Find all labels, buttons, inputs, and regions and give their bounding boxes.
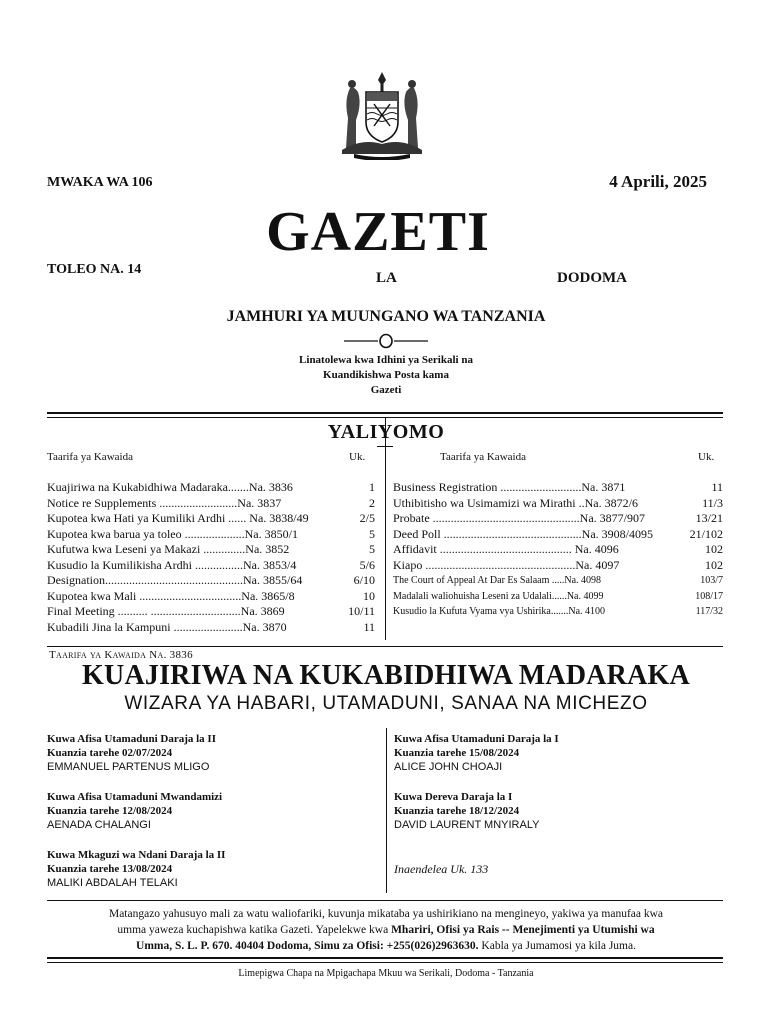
contents-page-header-right: Uk.	[698, 451, 715, 463]
section-rule	[47, 646, 723, 647]
publication-notice	[60, 906, 712, 954]
contents-list-left	[47, 480, 375, 635]
contents-entry-label: Kiapo ..................................................Na. 4097	[393, 557, 620, 572]
notice-line: Matangazo yahusuyo mali za watu waliofariki, kuvunja mikataba ya ushirikiano na mengineyo, yakiwa ya manufaa kwa	[108, 908, 664, 920]
contents-entry-page: 117/32	[695, 606, 723, 617]
registration-line: Linatolewa kwa Idhini ya Serikali na	[299, 354, 473, 366]
contents-entry	[47, 620, 375, 636]
notice-heading: KUAJIRIWA NA KUKABIDHIWA MADARAKA	[82, 660, 690, 691]
registration-statement	[0, 353, 770, 398]
registration-line: Gazeti	[370, 384, 402, 396]
contents-entry-page: 10/11	[348, 604, 375, 618]
appointment-entry	[47, 732, 216, 774]
year-volume-label: MWAKA WA 106	[47, 175, 153, 190]
appointee-name: MALIKI ABDALAH TELAKI	[47, 877, 178, 889]
contents-entry	[47, 527, 375, 543]
contents-entry-label: Business Registration ...........................Na. 3871	[393, 480, 626, 494]
contents-entry	[47, 573, 375, 589]
contents-entry	[393, 573, 723, 589]
contents-entry-label: Deed Poll ..............................................Na. 3908/4095	[393, 526, 653, 541]
contents-entry-label: Probate .................................................Na. 3877/907	[393, 511, 645, 525]
contents-entry	[393, 542, 723, 558]
notice-line	[60, 938, 712, 954]
contents-entry-label: Kupotea kwa Mali ..................................Na. 3865/8	[47, 588, 295, 603]
la-word: LA	[376, 270, 397, 286]
contents-entry-page: 102	[705, 557, 723, 572]
contents-heading: YALIYOMO	[327, 421, 445, 443]
contents-entry-label: The Court of Appeal At Dar Es Salaam .....Na. 4098	[393, 575, 602, 586]
issue-date: 4 Aprili, 2025	[609, 172, 707, 191]
republic-name: JAMHURI YA MUUNGANO WA TANZANIA	[226, 308, 546, 325]
contents-entry-label: Kufutwa kwa Leseni ya Makazi ..............Na. 3852	[47, 542, 290, 556]
contents-entry-page: 11	[363, 619, 375, 634]
appointment-post: Kuwa Afisa Utamaduni Daraja la II	[47, 733, 216, 745]
contents-entry-page: 11/3	[702, 495, 723, 510]
double-rule-top	[47, 412, 723, 414]
appointment-date: Kuanzia tarehe 18/12/2024	[394, 805, 520, 817]
notice-text: umma yaweza kuchapishwa katika Gazeti. Yapelekwe kwa	[117, 924, 392, 936]
appointment-entry	[47, 790, 222, 832]
contents-entry	[47, 542, 375, 558]
appointee-name: EMMANUEL PARTENUS MLIGO	[47, 761, 210, 773]
contents-entry-label: Designation..............................................Na. 3855/64	[47, 573, 303, 587]
registration-line: Kuandikishwa Posta kama	[323, 369, 449, 381]
issue-number-label: TOLEO NA. 14	[47, 262, 142, 277]
contents-entry-label: Madalali waliohuisha Leseni za Udalali......Na. 4099	[393, 590, 604, 602]
divider-tick	[377, 446, 393, 447]
contents-entry	[393, 527, 723, 543]
footer-rule-bottom	[47, 962, 723, 963]
contents-entry-label: Kusudio la Kufuta Vyama vya Ushirika.......Na. 4100	[393, 606, 606, 617]
contents-entry	[393, 558, 723, 574]
contents-entry	[47, 604, 375, 620]
contents-entry-page: 6/10	[353, 573, 375, 587]
contents-entry-page: 2/5	[359, 511, 375, 525]
notice-rule	[47, 900, 723, 901]
contents-entry-page: 108/17	[695, 590, 723, 602]
contents-entry	[47, 496, 375, 512]
notice-tag: Taarifa ya Kawaida Na. 3836	[49, 649, 193, 661]
contents-entry-page: 21/102	[689, 526, 723, 541]
contents-entry-label: Kupotea kwa barua ya toleo ....................Na. 3850/1	[47, 526, 298, 541]
appointment-date: Kuanzia tarehe 02/07/2024	[47, 747, 173, 759]
appointment-date: Kuanzia tarehe 15/08/2024	[394, 747, 520, 759]
notice-line	[60, 922, 712, 938]
contents-entry-page: 10	[363, 588, 375, 603]
gazette-title: GAZETI	[266, 201, 490, 263]
contents-entry-label: Final Meeting .......... ..............................Na. 3869	[47, 604, 285, 618]
contents-entry-page: 11	[711, 480, 723, 494]
contents-entry-label: Affidavit ............................................ Na. 4096	[393, 542, 619, 556]
contents-entry	[393, 480, 723, 496]
contents-entry-label: Kubadili Jina la Kampuni .......................Na. 3870	[47, 619, 287, 634]
contents-entry-label: Uthibitisho wa Usimamizi wa Mirathi ..Na. 3872/6	[393, 495, 638, 510]
contents-entry	[393, 496, 723, 512]
appointee-name: DAVID LAURENT MNYIRALY	[394, 819, 540, 831]
appointment-entry	[47, 848, 225, 890]
contents-entry-page: 1	[369, 480, 375, 494]
contents-entry	[47, 558, 375, 574]
city-label: DODOMA	[557, 270, 627, 286]
contents-entry-page: 5	[369, 526, 375, 541]
contents-entry	[393, 511, 723, 527]
contents-entry-label: Kusudio la Kumilikisha Ardhi ................Na. 3853/4	[47, 557, 297, 572]
contents-entry-page: 2	[369, 495, 375, 510]
contents-entry-label: Notice re Supplements ..........................Na. 3837	[47, 495, 282, 510]
continued-note: Inaendelea Uk. 133	[394, 862, 489, 876]
contents-entry-page: 103/7	[700, 575, 723, 586]
appointment-entry	[394, 732, 559, 774]
appointee-name: ALICE JOHN CHOAJI	[394, 761, 503, 773]
contents-entry-page: 13/21	[695, 511, 723, 525]
appointment-post: Kuwa Afisa Utamaduni Daraja la I	[394, 733, 559, 745]
appointment-date: Kuanzia tarehe 12/08/2024	[47, 805, 173, 817]
contents-entry	[393, 589, 723, 605]
printer-footer: Limepigwa Chapa na Mpigachapa Mkuu wa Serikali, Dodoma - Tanzania	[238, 968, 534, 979]
appointment-date: Kuanzia tarehe 13/08/2024	[47, 863, 173, 875]
contents-entry-label: Kupotea kwa Hati ya Kumiliki Ardhi ...... Na. 3838/49	[47, 511, 309, 525]
contents-list-right	[393, 480, 723, 620]
appointment-post: Kuwa Afisa Utamaduni Mwandamizi	[47, 791, 223, 803]
editor-contact: Umma, S. L. P. 670. 40404 Dodoma, Simu za Ofisi: +255(026)2963630.	[136, 940, 479, 952]
contents-entry	[47, 511, 375, 527]
contents-col-header-left: Taarifa ya Kawaida	[47, 451, 133, 463]
ministry-name: WIZARA YA HABARI, UTAMADUNI, SANAA NA MICHEZO	[124, 693, 648, 714]
contents-column-divider	[385, 418, 386, 640]
appointments-column-divider	[386, 728, 387, 893]
ornament-divider	[340, 333, 432, 349]
contents-entry-page: 5/6	[359, 557, 375, 572]
appointment-post: Kuwa Dereva Daraja la I	[394, 791, 513, 803]
appointee-name: AENADA CHALANGI	[47, 819, 151, 831]
contents-entry-label: Kuajiriwa na Kukabidhiwa Madaraka.......Na. 3836	[47, 480, 293, 494]
notice-text: Kabla ya Jumamosi ya kila Juma.	[478, 940, 636, 952]
contents-entry	[47, 589, 375, 605]
contents-entry-page: 102	[705, 542, 723, 556]
appointment-entry	[394, 790, 539, 832]
coat-of-arms-emblem	[332, 70, 432, 160]
contents-entry	[393, 604, 723, 620]
contents-entry-page: 5	[369, 542, 375, 556]
editor-address: Mhariri, Ofisi ya Rais -- Menejimenti ya Utumishi wa	[391, 924, 655, 936]
contents-page-header-left: Uk.	[349, 451, 366, 463]
contents-entry	[47, 480, 375, 496]
contents-col-header-right: Taarifa ya Kawaida	[440, 451, 526, 463]
footer-rule-top	[47, 957, 723, 959]
appointment-post: Kuwa Mkaguzi wa Ndani Daraja la II	[47, 849, 226, 861]
